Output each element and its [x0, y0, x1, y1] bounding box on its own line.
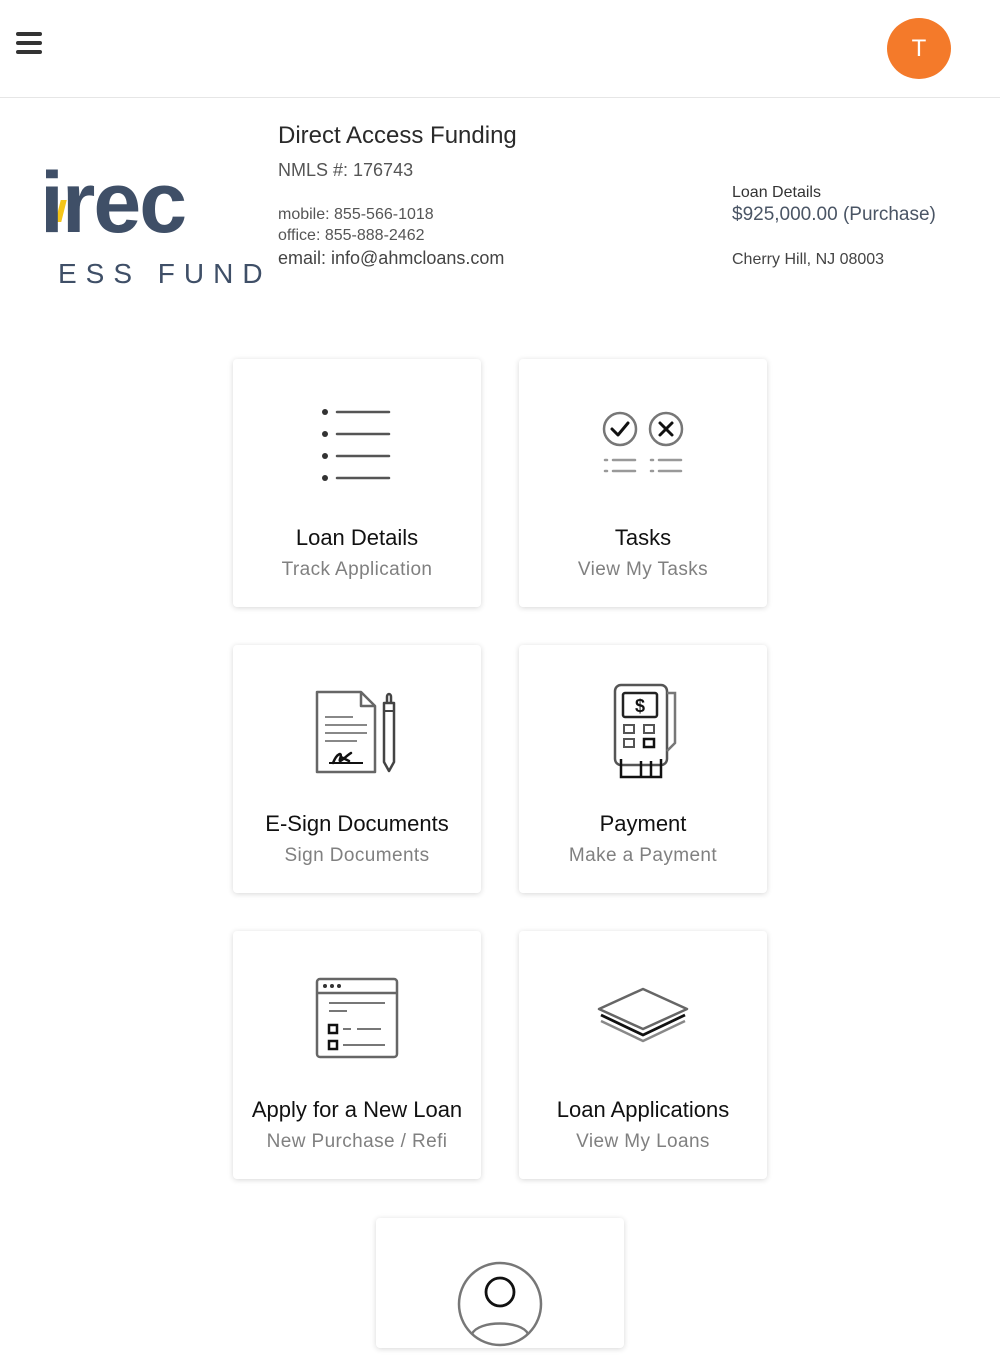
payment-card-subtitle: Make a Payment — [568, 845, 718, 866]
loan-summary — [732, 184, 992, 269]
loan-applications-card[interactable] — [519, 931, 767, 1179]
esign-card-subtitle: Sign Documents — [284, 845, 430, 866]
payment-card-title: Payment — [599, 811, 687, 836]
payment-card[interactable] — [519, 645, 767, 893]
company-logo — [40, 152, 272, 300]
apply-new-loan-card[interactable] — [233, 931, 481, 1179]
apply-card-subtitle: New Purchase / Refi — [266, 1131, 448, 1152]
card-terminal-icon — [593, 685, 693, 785]
layers-stack-icon — [593, 971, 693, 1071]
esign-documents-card[interactable] — [233, 645, 481, 893]
company-info — [278, 122, 517, 269]
top-bar — [0, 0, 1000, 98]
svg-text:$: $ — [634, 696, 646, 716]
logo-wordmark: irec — [40, 155, 186, 251]
tasks-card[interactable] — [519, 359, 767, 607]
user-avatar[interactable]: T — [887, 18, 951, 79]
tasks-check-x-icon — [593, 399, 693, 499]
loan-details-card-subtitle: Track Application — [281, 559, 433, 580]
user-profile-icon — [450, 1262, 550, 1362]
loan-applications-card-subtitle: View My Loans — [576, 1131, 710, 1152]
profile-card[interactable] — [376, 1218, 624, 1348]
esign-card-title: E-Sign Documents — [265, 811, 449, 836]
loan-summary-location: Cherry Hill, NJ 08003 — [732, 251, 885, 268]
company-nmls: NMLS #: 176743 — [278, 160, 414, 180]
loan-details-card-title: Loan Details — [295, 525, 419, 550]
company-office[interactable]: office: 855-888-2462 — [278, 227, 425, 244]
tasks-card-subtitle: View My Tasks — [577, 559, 709, 580]
loan-summary-amount: $925,000.00 (Purchase) — [732, 204, 936, 225]
signed-document-pen-icon — [307, 685, 407, 785]
logo-subtext: ESS FUND — [58, 258, 272, 289]
application-form-icon — [307, 971, 407, 1071]
loan-summary-label: Loan Details — [732, 184, 821, 201]
loan-details-card[interactable] — [233, 359, 481, 607]
company-name: Direct Access Funding — [278, 122, 517, 149]
hamburger-menu-icon[interactable] — [14, 32, 44, 58]
list-icon — [307, 399, 407, 499]
company-mobile[interactable]: mobile: 855-566-1018 — [278, 206, 434, 223]
tasks-card-title: Tasks — [614, 525, 672, 550]
apply-card-title: Apply for a New Loan — [251, 1097, 463, 1122]
company-email[interactable]: email: info@ahmcloans.com — [278, 248, 505, 268]
loan-applications-card-title: Loan Applications — [556, 1097, 730, 1122]
